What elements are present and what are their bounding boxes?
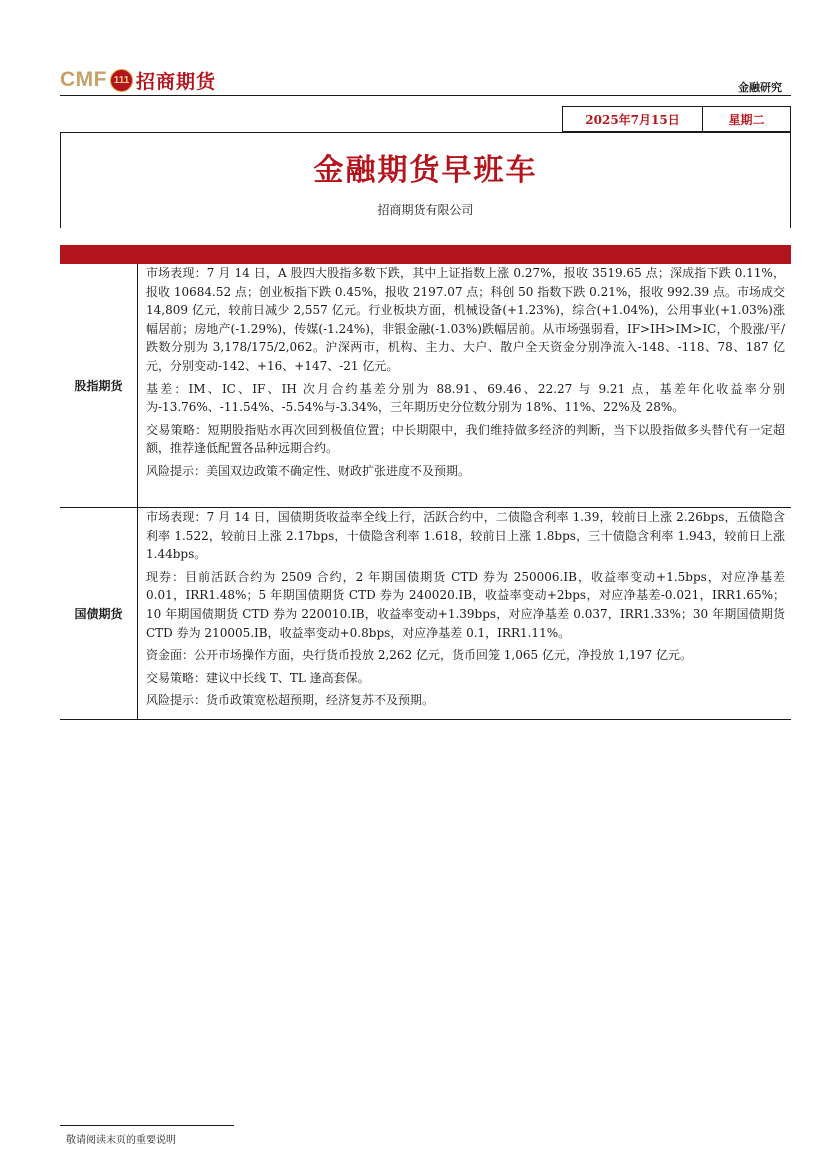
logo-cmf-text: CMF (60, 68, 107, 91)
stock-market-performance: 市场表现：7 月 14 日，A 股四大股指多数下跌，其中上证指数上涨 0.27%，报收 3519.65 点；深成指下跌 0.11%，报收 10684.52 点；创业板指下跌 0.45%，报收 2197.07 点；科创 50 指数下跌 0.21%，报收 992.39 点。市场成交 14,809 亿元，较前日减少 2,557 亿元。行业板块方面，机械设备(+1.23%)，综合(+1.04%)，公用事业(+1.03%)涨幅居前；房地产(-1.29%)，传媒(-1.24%)，非银金融(-1.03%)跌幅居前。从市场强弱看，IF>IH>IM>IC，个股涨/平/跌数分别为 3,178/175/2,062。沪深两市，机构、主力、大户、散户全天资金分别净流入-148、-118、78、187 亿元，分别变动-142、+16、+147、-21 亿元。 (146, 266, 785, 373)
bond-section-label: 国债期货 (60, 508, 138, 719)
company-logo (60, 66, 216, 94)
section-label: 金融研究 (738, 81, 782, 94)
stock-section-content (146, 264, 785, 485)
footer-divider (60, 1125, 234, 1126)
header-divider (60, 95, 791, 96)
bond-trading-strategy: 交易策略：建议中长线 T、TL 逢高套保。 (146, 670, 370, 685)
section-band (60, 245, 791, 264)
report-weekday: 星期二 (728, 112, 765, 127)
stock-index-futures-section (60, 264, 791, 508)
footer-disclaimer-note: 敬请阅读末页的重要说明 (66, 1135, 176, 1146)
title-box (60, 132, 791, 228)
logo-emblem-icon: 111 (110, 69, 133, 92)
stock-trading-strategy: 交易策略：短期股指贴水再次回到极值位置；中长期限中，我们维持做多经济的判断，当下以股指做多头替代有一定超额，推荐逢低配置各品种远期合约。 (146, 422, 785, 456)
company-name: 招商期货有限公司 (377, 203, 474, 217)
bond-risk-warning: 风险提示：货币政策宽松超预期，经济复苏不及预期。 (146, 693, 435, 708)
stock-risk-warning: 风险提示：美国双边政策不确定性、财政扩张进度不及预期。 (146, 463, 471, 478)
stock-section-label: 股指期货 (60, 264, 138, 507)
bond-liquidity: 资金面：公开市场操作方面，央行货币投放 2,262 亿元，货币回笼 1,065 亿元，净投放 1,197 亿元。 (146, 648, 692, 663)
date-bar (562, 106, 791, 132)
page-title: 金融期货早班车 (313, 153, 538, 188)
logo-chinese-name: 招商期货 (136, 70, 217, 93)
treasury-futures-section (60, 508, 791, 720)
bond-section-content (146, 508, 785, 714)
stock-basis: 基差：IM、IC、IF、IH 次月合约基差分别为 88.91、69.46、22.27 与 9.21 点，基差年化收益率分别为-13.76%、-11.54%、-5.54%与-3.34%，三年期历史分位数分别为 18%、11%、22%及 28%。 (146, 381, 785, 415)
report-date: 2025年7月15日 (563, 107, 703, 131)
bond-market-performance: 市场表现：7 月 14 日，国债期货收益率全线上行，活跃合约中，二债隐含利率 1.39，较前日上涨 2.26bps，五债隐含利率 1.522，较前日上涨 2.17bps，十债隐含利率 1.618，较前日上涨 1.8bps，三十债隐含利率 1.943，较前日上涨 1.44bps。 (146, 510, 785, 562)
bond-cash-bonds: 现券：目前活跃合约为 2509 合约，2 年期国债期货 CTD 券为 250006.IB，收益率变动+1.5bps，对应净基差 0.01，IRR1.48%；5 年期国债期货 CTD 券为 240020.IB，收益率变动+2bps，对应净基差-0.021，IRR1.65%；10 年期国债期货 CTD 券为 220010.IB，收益率变动+1.39bps，对应净基差 0.037，IRR1.33%；30 年期国债期货 CTD 券为 210005.IB，收益率变动+0.8bps，对应净基差 0.1，IRR1.11%。 (146, 569, 785, 640)
